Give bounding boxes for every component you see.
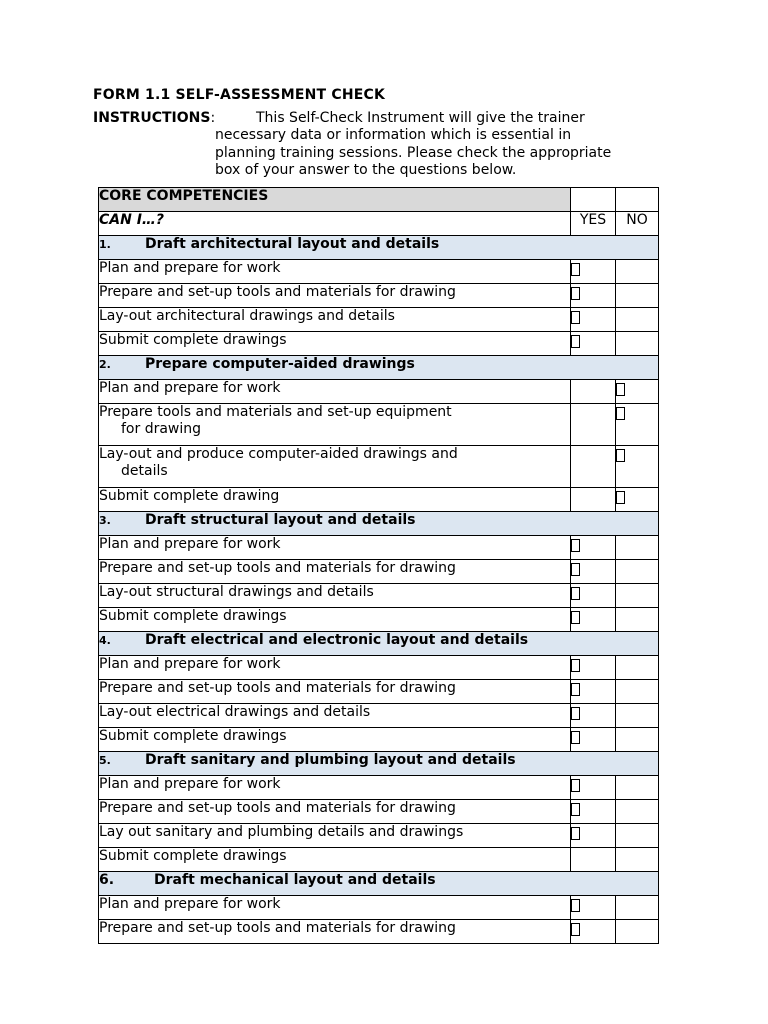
- question-text: [99, 776, 571, 800]
- instructions: [93, 110, 674, 179]
- question-line: Prepare and set-up tools and materials for drawing: [99, 284, 456, 300]
- checkbox-glyph-icon[interactable]: [571, 335, 580, 348]
- checkbox-glyph-icon[interactable]: [571, 587, 580, 600]
- yes-checkbox-cell[interactable]: [571, 404, 616, 446]
- checkbox-glyph-icon[interactable]: [616, 383, 625, 396]
- question-row: [99, 920, 659, 944]
- question-text: [99, 584, 571, 608]
- section-title: Draft sanitary and plumbing layout and details: [145, 752, 516, 768]
- yes-checkbox-cell[interactable]: [571, 728, 616, 752]
- question-line: Plan and prepare for work: [99, 896, 281, 912]
- question-text: [99, 404, 571, 446]
- section-number: 1.: [99, 238, 111, 251]
- question-text: [99, 896, 571, 920]
- yes-checkbox-cell[interactable]: [571, 608, 616, 632]
- section-header-row: [99, 512, 659, 536]
- no-checkbox-cell[interactable]: [616, 488, 659, 512]
- no-checkbox-cell[interactable]: [616, 584, 659, 608]
- question-line: Prepare tools and materials and set-up equipment: [99, 404, 452, 420]
- yes-checkbox-cell[interactable]: [571, 536, 616, 560]
- question-text: [99, 284, 571, 308]
- no-checkbox-cell[interactable]: [616, 608, 659, 632]
- instructions-text: [215, 110, 674, 179]
- no-checkbox-cell[interactable]: [616, 380, 659, 404]
- no-checkbox-cell[interactable]: [616, 332, 659, 356]
- question-line: Lay-out architectural drawings and details: [99, 308, 395, 324]
- section-header: [99, 356, 659, 380]
- yes-checkbox-cell[interactable]: [571, 800, 616, 824]
- yes-checkbox-cell[interactable]: [571, 308, 616, 332]
- question-row: [99, 584, 659, 608]
- question-line: Plan and prepare for work: [99, 380, 281, 396]
- question-row: [99, 536, 659, 560]
- question-text: [99, 656, 571, 680]
- no-checkbox-cell[interactable]: [616, 680, 659, 704]
- question-text: [99, 446, 571, 488]
- question-text: [99, 608, 571, 632]
- question-line: Lay-out structural drawings and details: [99, 584, 374, 600]
- checkbox-glyph-icon[interactable]: [571, 683, 580, 696]
- question-row: [99, 800, 659, 824]
- question-line: Prepare and set-up tools and materials for drawing: [99, 920, 456, 936]
- no-checkbox-cell[interactable]: [616, 728, 659, 752]
- question-line: Submit complete drawings: [99, 332, 287, 348]
- question-line: Prepare and set-up tools and materials for drawing: [99, 680, 456, 696]
- question-line: Prepare and set-up tools and materials for drawing: [99, 560, 456, 576]
- can-i-row: [99, 212, 659, 236]
- section-header: [99, 632, 659, 656]
- question-row: [99, 776, 659, 800]
- question-line: Submit complete drawings: [99, 848, 287, 864]
- section-title: Prepare computer-aided drawings: [145, 356, 415, 372]
- no-checkbox-cell[interactable]: [616, 260, 659, 284]
- question-line: Plan and prepare for work: [99, 260, 281, 276]
- yes-checkbox-cell[interactable]: [571, 920, 616, 944]
- checkbox-glyph-icon[interactable]: [571, 611, 580, 624]
- no-checkbox-cell[interactable]: [616, 776, 659, 800]
- checkbox-glyph-icon[interactable]: [571, 539, 580, 552]
- question-row: [99, 848, 659, 872]
- instructions-line: planning training sessions. Please check the appropriate: [215, 144, 612, 161]
- checkbox-glyph-icon[interactable]: [571, 563, 580, 576]
- instructions-line: necessary data or information which is essential in: [215, 127, 572, 144]
- yes-checkbox-cell[interactable]: [571, 284, 616, 308]
- yes-checkbox-cell[interactable]: [571, 656, 616, 680]
- checkbox-glyph-icon[interactable]: [571, 659, 580, 672]
- question-line: Plan and prepare for work: [99, 776, 281, 792]
- checkbox-glyph-icon[interactable]: [571, 311, 580, 324]
- question-line: Plan and prepare for work: [99, 656, 281, 672]
- yes-checkbox-cell[interactable]: [571, 584, 616, 608]
- no-checkbox-cell[interactable]: [616, 824, 659, 848]
- no-checkbox-cell[interactable]: [616, 404, 659, 446]
- checkbox-glyph-icon[interactable]: [571, 707, 580, 720]
- section-number: 4.: [99, 634, 111, 647]
- no-checkbox-cell[interactable]: [616, 284, 659, 308]
- yes-header-blank: [571, 188, 616, 212]
- question-row: [99, 680, 659, 704]
- question-text: [99, 332, 571, 356]
- no-checkbox-cell[interactable]: [616, 656, 659, 680]
- yes-checkbox-cell[interactable]: [571, 488, 616, 512]
- question-row: [99, 896, 659, 920]
- section-number: 2.: [99, 358, 111, 371]
- yes-checkbox-cell[interactable]: [571, 776, 616, 800]
- question-row: [99, 260, 659, 284]
- no-checkbox-cell[interactable]: [616, 896, 659, 920]
- instructions-label: INSTRUCTIONS:: [93, 110, 216, 126]
- checkbox-glyph-icon[interactable]: [571, 899, 580, 912]
- question-line: Submit complete drawings: [99, 728, 287, 744]
- question-line: Submit complete drawing: [99, 488, 280, 504]
- question-text: [99, 848, 571, 872]
- checkbox-glyph-icon[interactable]: [571, 287, 580, 300]
- section-title: Draft electrical and electronic layout and details: [145, 632, 529, 648]
- section-header-row: [99, 356, 659, 380]
- section-title: Draft architectural layout and details: [145, 236, 440, 252]
- section-number: 6.: [99, 872, 115, 888]
- checkbox-glyph-icon[interactable]: [616, 449, 625, 462]
- question-row: [99, 728, 659, 752]
- no-checkbox-cell[interactable]: [616, 920, 659, 944]
- question-line: Lay-out electrical drawings and details: [99, 704, 371, 720]
- question-line: Lay-out and produce computer-aided drawings and: [99, 446, 458, 462]
- yes-checkbox-cell[interactable]: [571, 848, 616, 872]
- yes-column-header: YES: [571, 212, 616, 236]
- no-checkbox-cell[interactable]: [616, 800, 659, 824]
- question-row: [99, 380, 659, 404]
- question-text: [99, 800, 571, 824]
- question-row: [99, 488, 659, 512]
- question-text: [99, 380, 571, 404]
- question-row: [99, 284, 659, 308]
- yes-checkbox-cell[interactable]: [571, 824, 616, 848]
- yes-checkbox-cell[interactable]: [571, 446, 616, 488]
- section-header-row: [99, 752, 659, 776]
- question-row: [99, 404, 659, 446]
- section-header: [99, 872, 659, 896]
- section-header: [99, 236, 659, 260]
- instructions-line: This Self-Check Instrument will give the trainer: [256, 110, 585, 126]
- question-line: Plan and prepare for work: [99, 536, 281, 552]
- question-line-continued: for drawing: [121, 421, 202, 437]
- no-checkbox-cell[interactable]: [616, 704, 659, 728]
- question-text: [99, 728, 571, 752]
- question-text: [99, 680, 571, 704]
- question-line-continued: details: [121, 463, 168, 479]
- no-column-header: NO: [616, 212, 659, 236]
- question-text: [99, 488, 571, 512]
- no-checkbox-cell[interactable]: [616, 308, 659, 332]
- section-header-row: [99, 632, 659, 656]
- yes-checkbox-cell[interactable]: [571, 680, 616, 704]
- section-title: Draft mechanical layout and details: [154, 872, 436, 888]
- no-checkbox-cell[interactable]: [616, 560, 659, 584]
- checkbox-glyph-icon[interactable]: [571, 827, 580, 840]
- checkbox-glyph-icon[interactable]: [571, 923, 580, 936]
- question-text: [99, 260, 571, 284]
- checkbox-glyph-icon[interactable]: [571, 731, 580, 744]
- yes-checkbox-cell[interactable]: [571, 560, 616, 584]
- question-text: [99, 308, 571, 332]
- section-header: [99, 512, 659, 536]
- question-row: [99, 332, 659, 356]
- section-header-row: [99, 236, 659, 260]
- question-line: Submit complete drawings: [99, 608, 287, 624]
- question-text: [99, 536, 571, 560]
- section-number: 5.: [99, 754, 111, 767]
- question-row: [99, 608, 659, 632]
- section-number: 3.: [99, 514, 111, 527]
- no-checkbox-cell[interactable]: [616, 848, 659, 872]
- no-checkbox-cell[interactable]: [616, 536, 659, 560]
- question-row: [99, 704, 659, 728]
- checkbox-glyph-icon[interactable]: [616, 491, 625, 504]
- question-text: [99, 704, 571, 728]
- checkbox-glyph-icon[interactable]: [571, 779, 580, 792]
- question-text: [99, 824, 571, 848]
- core-header-row: [99, 188, 659, 212]
- question-row: [99, 656, 659, 680]
- instructions-line: box of your answer to the questions below.: [215, 161, 517, 178]
- yes-checkbox-cell[interactable]: [571, 260, 616, 284]
- no-checkbox-cell[interactable]: [616, 446, 659, 488]
- yes-checkbox-cell[interactable]: [571, 380, 616, 404]
- core-competencies-header: CORE COMPETENCIES: [99, 188, 571, 212]
- yes-checkbox-cell[interactable]: [571, 896, 616, 920]
- checkbox-glyph-icon[interactable]: [571, 803, 580, 816]
- question-text: [99, 560, 571, 584]
- question-row: [99, 308, 659, 332]
- checkbox-glyph-icon[interactable]: [571, 263, 580, 276]
- self-assessment-table: [98, 187, 659, 944]
- form-title: FORM 1.1 SELF-ASSESSMENT CHECK: [93, 87, 386, 103]
- question-row: [99, 446, 659, 488]
- no-header-blank: [616, 188, 659, 212]
- yes-checkbox-cell[interactable]: [571, 704, 616, 728]
- question-row: [99, 824, 659, 848]
- question-row: [99, 560, 659, 584]
- checkbox-glyph-icon[interactable]: [616, 407, 625, 420]
- question-line: Prepare and set-up tools and materials for drawing: [99, 800, 456, 816]
- section-header-row: [99, 872, 659, 896]
- question-text: [99, 920, 571, 944]
- yes-checkbox-cell[interactable]: [571, 332, 616, 356]
- section-header: [99, 752, 659, 776]
- section-title: Draft structural layout and details: [145, 512, 416, 528]
- question-line: Lay out sanitary and plumbing details and drawings: [99, 824, 464, 840]
- can-i-label: CAN I…?: [99, 212, 571, 236]
